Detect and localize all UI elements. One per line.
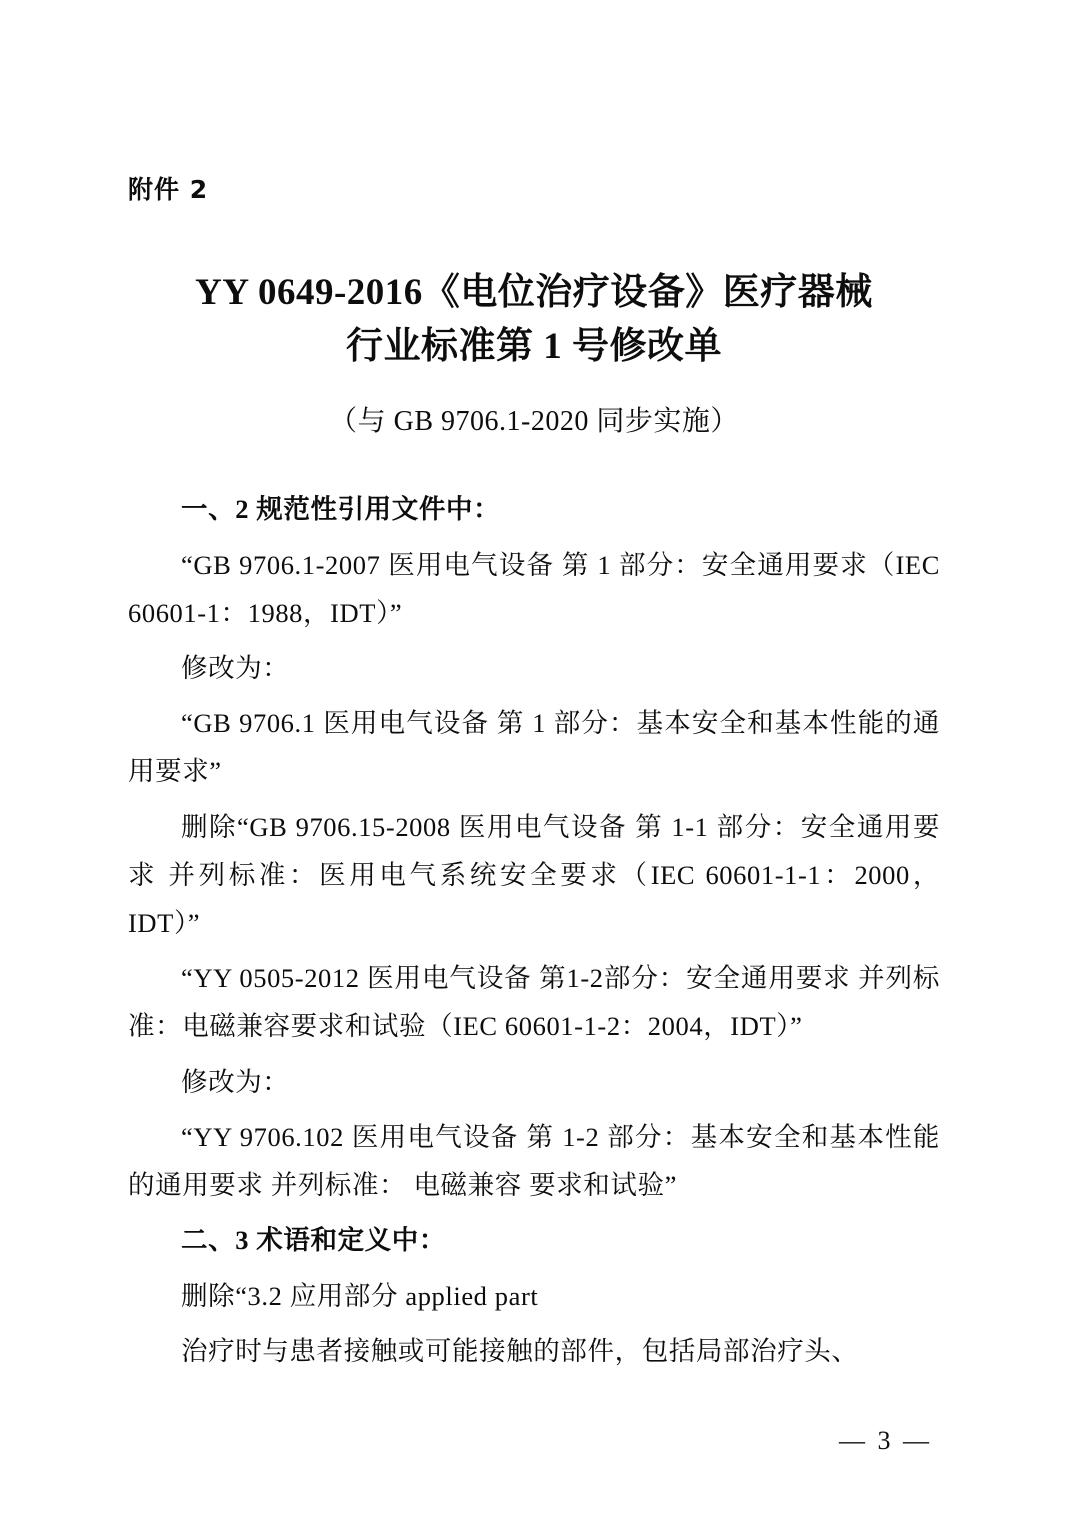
document-body [128, 485, 940, 1375]
body-paragraph: “YY 9706.102 医用电气设备 第 1-2 部分：基本安全和基本性能的通用要求 并列标准： 电磁兼容 要求和试验” [128, 1121, 940, 1201]
page-subtitle: （与 GB 9706.1-2020 同步实施） [329, 406, 739, 438]
body-paragraph: 删除“GB 9706.15-2008 医用电气设备 第 1-1 部分：安全通用要求 并列标准：医用电气系统安全要求（IEC 60601-1-1：2000，IDT）” [128, 811, 940, 939]
page-title-line-2: 行业标准第 1 号修改单 [346, 325, 722, 367]
page-number: — 3 — [839, 1426, 932, 1455]
body-paragraph: “GB 9706.1-2007 医用电气设备 第 1 部分：安全通用要求（IEC 60601-1：1988，IDT）” [128, 549, 940, 628]
attachment-label: 附件 2 [128, 175, 209, 204]
body-paragraph: 修改为： [181, 652, 290, 683]
page-title-line-1: YY 0649-2016《电位治疗设备》医疗器械 [195, 272, 873, 313]
page-title [154, 266, 914, 373]
body-paragraph: 删除“3.2 应用部分 applied part [181, 1280, 539, 1311]
body-paragraph: “GB 9706.1 医用电气设备 第 1 部分：基本安全和基本性能的通用要求” [128, 708, 940, 787]
section-heading: 二、3 术语和定义中： [181, 1225, 446, 1256]
body-paragraph: “YY 0505-2012 医用电气设备 第1-2部分：安全通用要求 并列标准：电磁兼容要求和试验（IEC 60601-1-2：2004，IDT）” [128, 963, 940, 1042]
section-heading: 一、2 规范性引用文件中： [181, 494, 501, 525]
body-paragraph: 修改为： [181, 1066, 290, 1097]
body-paragraph: 治疗时与患者接触或可能接触的部件，包括局部治疗头、 [181, 1335, 859, 1366]
